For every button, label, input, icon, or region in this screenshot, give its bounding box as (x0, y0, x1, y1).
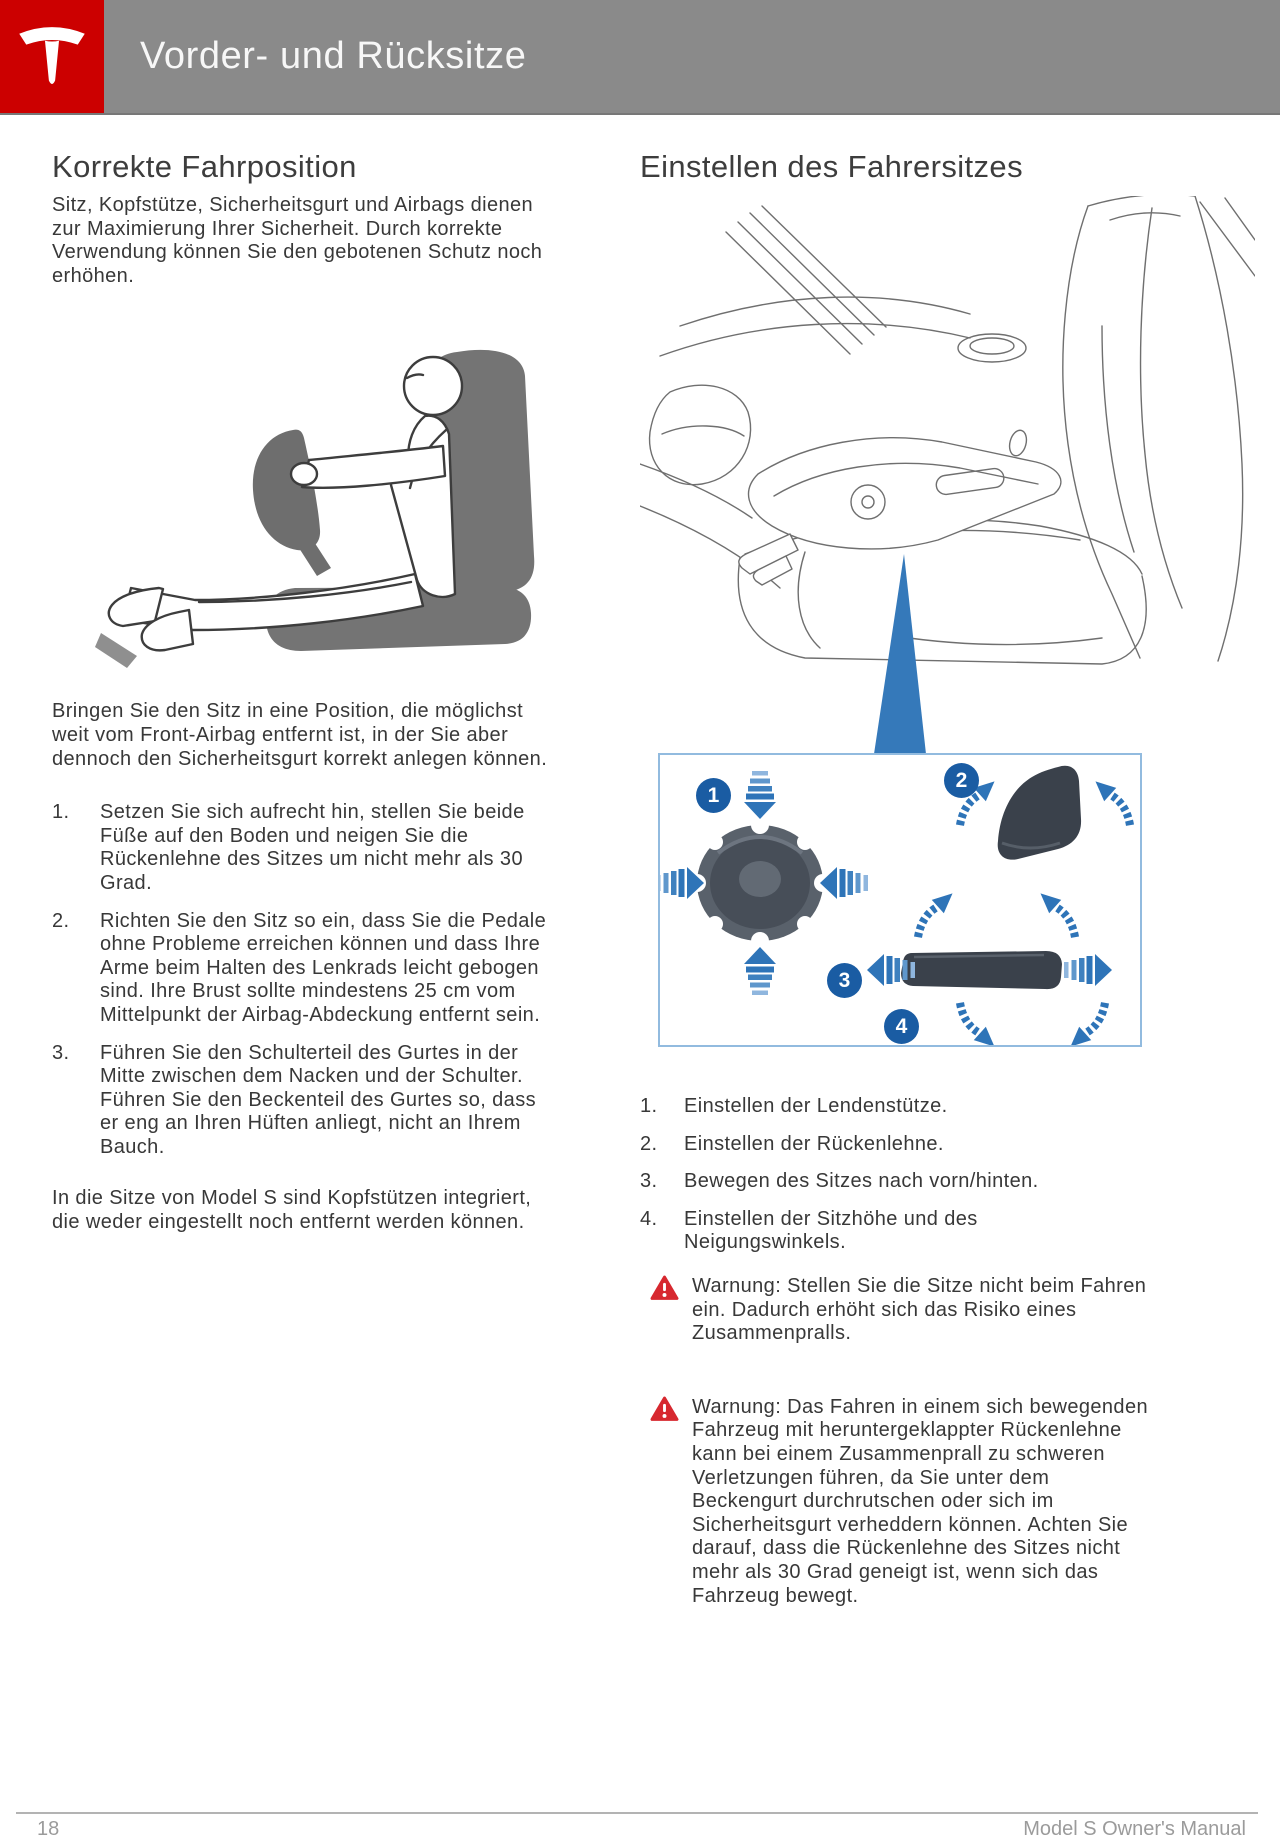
callout-pointer (868, 550, 932, 761)
list-item: 3. Führen Sie den Schulterteil des Gurtes in der Mitte zwischen dem Nacken und der Schulter. Führen Sie den Beckenteil des Gurtes so, dass er eng an Ihren Hüften anliegt, nicht an Ihrem Bauch. (52, 1041, 537, 1158)
manual-title: Model S Owner's Manual (1023, 1818, 1246, 1837)
seat-slide-control (901, 951, 1062, 989)
left-column (52, 150, 558, 1235)
list-item: 1. Einstellen der Lendenstütze. (640, 1095, 948, 1117)
section-heading-correct-position: Korrekte Fahrposition (52, 149, 357, 184)
tesla-logo-icon (13, 15, 91, 98)
section-heading-adjust-seat: Einstellen des Fahrersitzes (640, 149, 1023, 184)
driving-position-illustration (95, 338, 545, 668)
callout-2-badge: 2 (944, 763, 979, 798)
warnings-section (650, 1275, 1150, 1658)
seat-adjustment-steps (640, 1095, 1070, 1269)
steering-wheel-shape (253, 430, 320, 551)
list-item: 2. Richten Sie den Sitz so ein, dass Sie die Pedale ohne Probleme erreichen können und dass Ihre Arme beim Halten des Lenkrads leicht gebogen sind. Ihre Brust sollte mindestens 25 cm vom Mittelpunkt der Airbag-Abdeckung entfernt sein. (52, 909, 547, 1026)
warning-item: Warnung: Das Fahren in einem sich bewegenden Fahrzeug mit heruntergeklappter Rückenlehne kann bei einem Zusammenprall zu schweren Verletzungen führen, da Sie unter dem Beckengurt durchrutschen oder sich im Sicherheitsgurt verheddern können. Achten Sie darauf, dass die Rückenlehne des Sitzes nicht mehr als 30 Grad geneigt ist, wenn sich das Fahrzeug bewegt. (650, 1396, 1150, 1608)
list-item: 2. Einstellen der Rückenlehne. (640, 1132, 944, 1155)
lumbar-knob-control (688, 816, 832, 950)
page-number: 18 (37, 1818, 60, 1837)
warning-icon (650, 1396, 679, 1422)
backrest-control (998, 766, 1081, 860)
driver-seat-illustration (640, 196, 1255, 666)
seat-position-paragraph: Bringen Sie den Sitz in eine Position, die möglichst weit vom Front-Airbag entfernt ist, in der Sie aber dennoch den Sicherheitsgurt korrekt anlegen können. (52, 700, 548, 770)
headrest-note-paragraph: In die Sitze von Model S sind Kopfstützen integriert, die weder eingestellt noch entfernt werden können. (52, 1187, 532, 1234)
footer-divider (16, 1812, 1258, 1814)
callout-1-badge: 1 (696, 778, 731, 813)
correct-position-steps (52, 801, 558, 1159)
callout-3-badge: 3 (827, 963, 862, 998)
seat-controls-diagram (658, 753, 1142, 1047)
tesla-logo-box (0, 0, 104, 113)
intro-paragraph: Sitz, Kopfstütze, Sicherheitsgurt und Airbags dienen zur Maximierung Ihrer Sicherheit. Durch korrekte Verwendung können Sie den gebotenen Schutz noch erhöhen. (52, 194, 543, 287)
list-item: 3. Bewegen des Sitzes nach vorn/hinten. (640, 1170, 1039, 1193)
callout-4-badge: 4 (884, 1009, 919, 1044)
list-item: 4. Einstellen der Sitzhöhe und des Neigungswinkels. (640, 1207, 978, 1254)
list-item: 1. Setzen Sie sich aufrecht hin, stellen Sie beide Füße auf den Boden und neigen Sie die Rückenlehne des Sitzes um nicht mehr als 30 Grad. (52, 801, 525, 894)
chapter-title: Vorder- und Rücksitze (140, 35, 527, 77)
page-header (0, 0, 1280, 115)
warning-item: Warnung: Stellen Sie die Sitze nicht beim Fahren ein. Dadurch erhöht sich das Risiko eines Zusammenpralls. (650, 1275, 1150, 1346)
warning-icon (650, 1275, 679, 1301)
